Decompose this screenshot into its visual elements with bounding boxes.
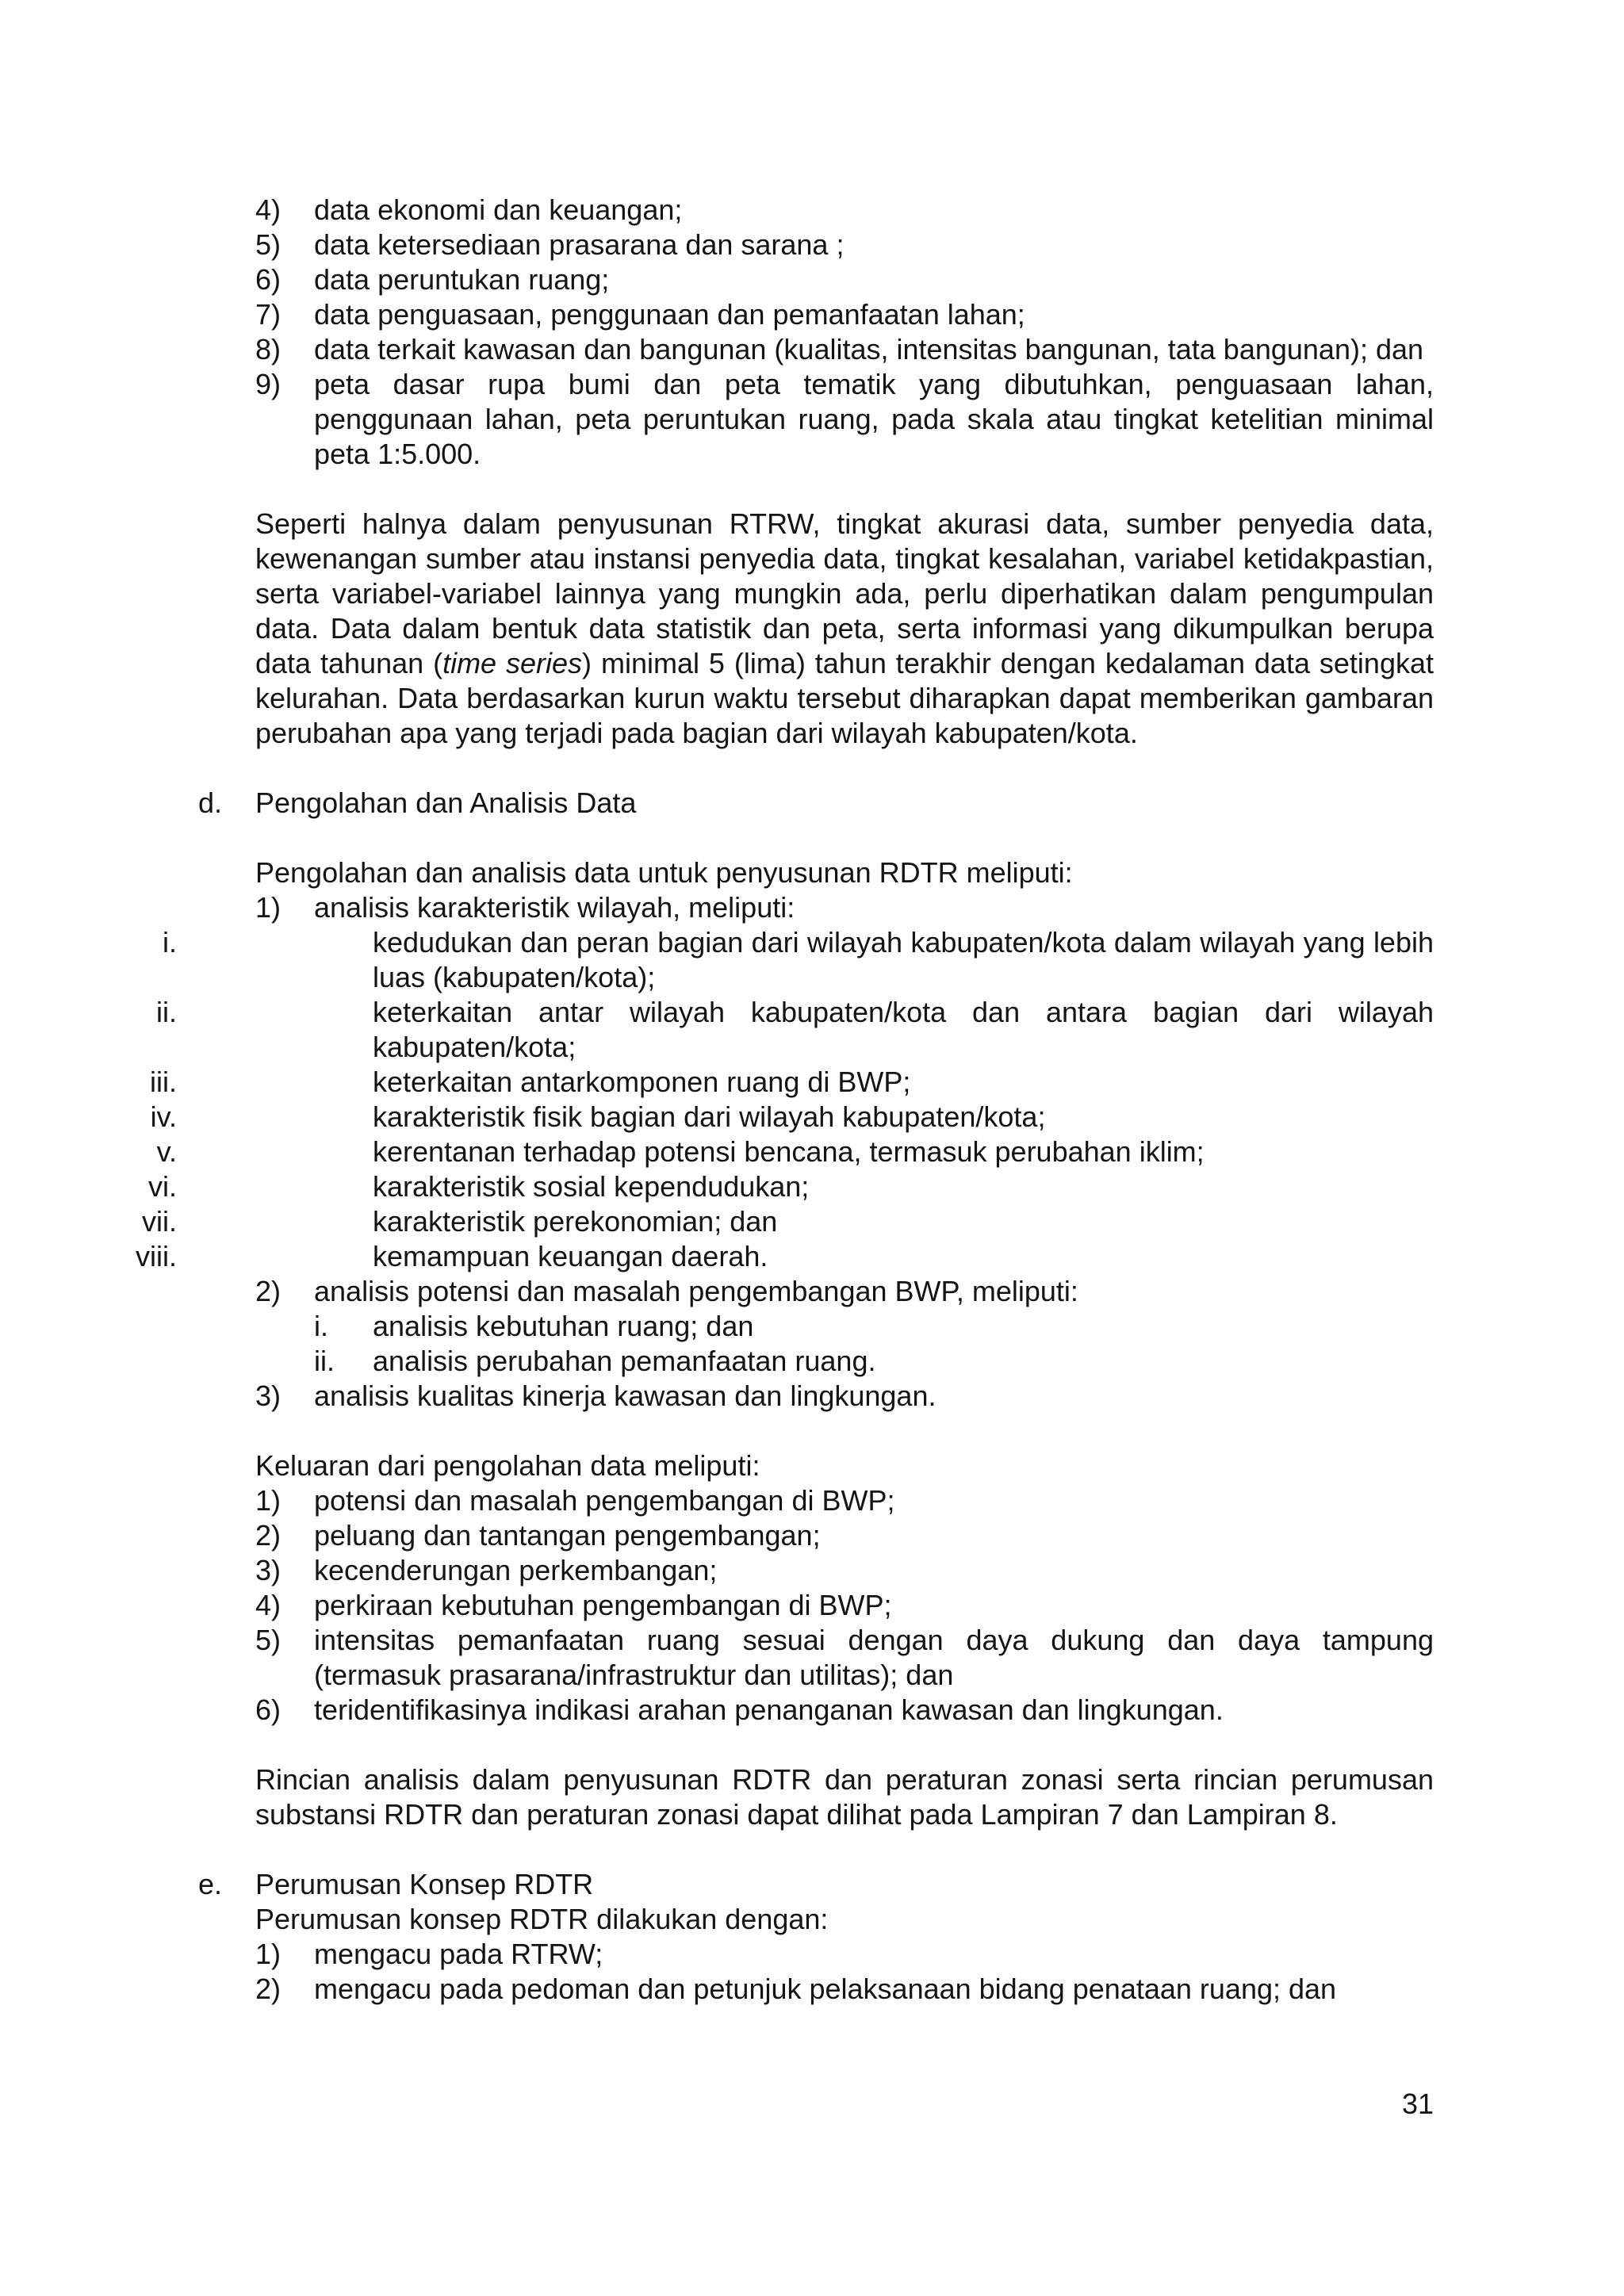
sub-list-item: i. kedudukan dan peran bagian dari wilayah kabupaten/kota dalam wilayah yang lebih luas (kabupaten/kota); bbox=[163, 926, 1434, 993]
paragraph-data-accuracy: Seperti halnya dalam penyusunan RTRW, tingkat akurasi data, sumber penyedia data, kewenangan sumber atau instansi penyedia data, tingkat kesalahan, variabel ketidakpastian, serta variabel-variabel lainnya yang mungkin ada, perlu diperhatikan dalam pengumpulan data. Data dalam bentuk data statistik dan peta, serta informasi yang dikumpulkan berupa data tahunan (time series) minimal 5 (lima) tahun terakhir dengan kedalaman data setingkat kelurahan. Data berdasarkan kurun waktu tersebut diharapkan dapat memberikan gambaran perubahan apa yang terjadi pada bagian dari wilayah kabupaten/kota. bbox=[255, 507, 1434, 749]
list-item: 6) data peruntukan ruang; bbox=[255, 263, 610, 296]
list-item: 7) data penguasaan, penggunaan dan pemanfaatan lahan; bbox=[255, 298, 1025, 331]
list-item: 8) data terkait kawasan dan bangunan (kualitas, intensitas bangunan, tata bangunan); dan bbox=[255, 333, 1424, 365]
list-item: 2) analisis potensi dan masalah pengembangan BWP, meliputi: bbox=[255, 1275, 1078, 1307]
section-d-intro: Pengolahan dan analisis data untuk penyusunan RDTR meliputi: bbox=[255, 856, 1073, 889]
list-item: 5) intensitas pemanfaatan ruang sesuai dengan daya dukung dan daya tampung (termasuk prasarana/infrastruktur dan utilitas); dan bbox=[255, 1624, 1434, 1691]
list-item: 5) data ketersediaan prasarana dan sarana ; bbox=[255, 228, 845, 261]
sub-list-item: ii. keterkaitan antar wilayah kabupaten/kota dan antara bagian dari wilayah kabupaten/kota; bbox=[156, 996, 1434, 1063]
section-d-heading: d. Pengolahan dan Analisis Data bbox=[198, 786, 637, 819]
sub-list-item: iv. karakteristik fisik bagian dari wilayah kabupaten/kota; bbox=[150, 1100, 1046, 1133]
section-d-closing: Rincian analisis dalam penyusunan RDTR dan peraturan zonasi serta rincian perumusan substansi RDTR dan peraturan zonasi dapat dilihat pada Lampiran 7 dan Lampiran 8. bbox=[255, 1763, 1434, 1831]
list-item: 9) peta dasar rupa bumi dan peta tematik yang dibutuhkan, penguasaan lahan, penggunaan lahan, peta peruntukan ruang, pada skala atau tingkat ketelitian minimal peta 1:5.000. bbox=[255, 368, 1434, 470]
sub-list-item: ii. analisis perubahan pemanfaatan ruang. bbox=[314, 1345, 876, 1377]
list-item: 4) data ekonomi dan keuangan; bbox=[255, 193, 683, 226]
sub-list-item: i. analisis kebutuhan ruang; dan bbox=[314, 1310, 754, 1342]
list-item: 3) kecenderungan perkembangan; bbox=[255, 1554, 718, 1586]
list-item: 2) peluang dan tantangan pengembangan; bbox=[255, 1519, 821, 1552]
sub-list-item: v. kerentanan terhadap potensi bencana, termasuk perubahan iklim; bbox=[156, 1135, 1205, 1168]
list-item: 4) perkiraan kebutuhan pengembangan di BWP; bbox=[255, 1589, 892, 1621]
list-item: 1) analisis karakteristik wilayah, meliputi: bbox=[255, 891, 795, 924]
sub-list-item: vi. karakteristik sosial kependudukan; bbox=[148, 1170, 810, 1203]
sub-list-item: viii. kemampuan keuangan daerah. bbox=[136, 1240, 768, 1272]
list-item: 2) mengacu pada pedoman dan petunjuk pelaksanaan bidang penataan ruang; dan bbox=[255, 1973, 1337, 2005]
section-e-intro: Perumusan konsep RDTR dilakukan dengan: bbox=[255, 1903, 829, 1935]
sub-list-item: iii. keterkaitan antarkomponen ruang di BWP; bbox=[150, 1066, 911, 1098]
section-e-heading: e. Perumusan Konsep RDTR bbox=[198, 1868, 594, 1900]
list-item: 6) teridentifikasinya indikasi arahan penanganan kawasan dan lingkungan. bbox=[255, 1693, 1224, 1726]
page-content bbox=[0, 193, 1624, 2007]
output-intro: Keluaran dari pengolahan data meliputi: bbox=[255, 1449, 760, 1482]
page-number: 31 bbox=[1401, 2087, 1434, 2120]
sub-list-item: vii. karakteristik perekonomian; dan bbox=[142, 1205, 778, 1238]
list-item: 3) analisis kualitas kinerja kawasan dan lingkungan. bbox=[255, 1380, 936, 1412]
list-item: 1) potensi dan masalah pengembangan di BWP; bbox=[255, 1484, 895, 1517]
list-item: 1) mengacu pada RTRW; bbox=[255, 1938, 603, 1970]
